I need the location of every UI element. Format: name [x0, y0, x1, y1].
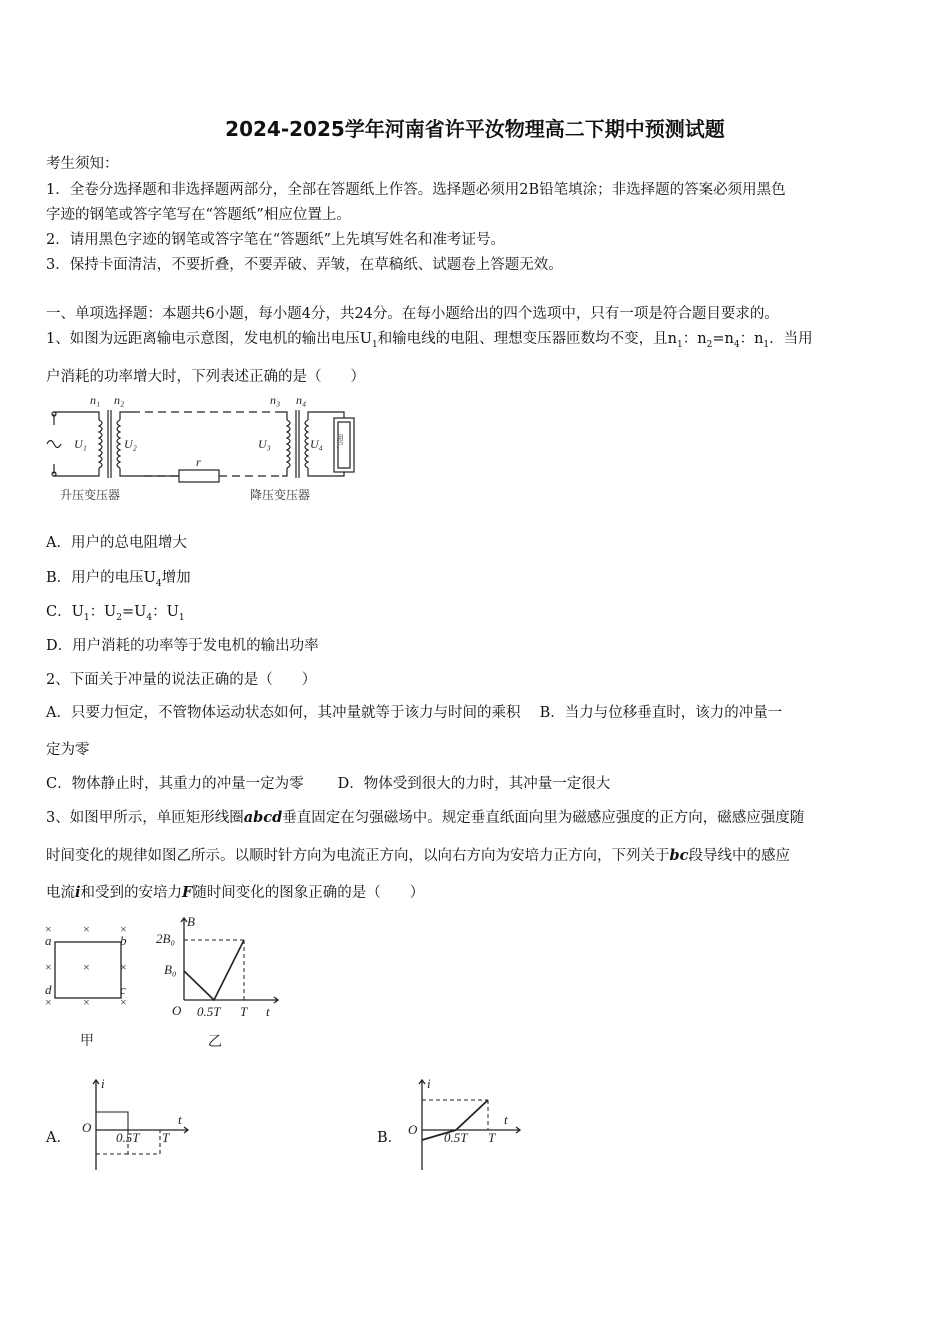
- section-heading: 一、单项选择题：本题共6小题，每小题4分，共24分。在每小题给出的四个选项中，只有一项是符合题目要求的。: [46, 306, 779, 322]
- q3-stem-line1: 3、如图甲所示，单匝矩形线圈abcd垂直固定在匀强磁场中。规定垂直纸面向里为磁感应强度的正方向，磁感应强度随: [46, 809, 805, 826]
- cross-mark: ×: [120, 922, 127, 936]
- label-U3: U₃: [258, 437, 271, 451]
- axis-label-i: i: [427, 1076, 431, 1091]
- label-U2: U₂: [124, 437, 137, 451]
- label-r: r: [196, 455, 201, 469]
- q3-stem-line2: 时间变化的规律如图乙所示。以顺时针方向为电流正方向，以向右方向为安培力正方向，下列关于bc段导线中的感应: [46, 847, 790, 864]
- transmission-diagram: [44, 392, 364, 507]
- label-step-up: 升压变压器: [60, 488, 121, 502]
- tick-T: T: [162, 1130, 170, 1145]
- tick-T: T: [240, 1004, 248, 1019]
- origin-O: O: [82, 1120, 92, 1135]
- label-n4: n₄: [296, 393, 307, 407]
- label-step-down: 降压变压器: [250, 488, 311, 502]
- cross-mark: ×: [83, 922, 90, 936]
- figure-yi-graph: [150, 910, 290, 1050]
- q3-option-a-label: A．: [46, 1130, 71, 1146]
- axis-label-t: t: [504, 1112, 508, 1127]
- caption-yi: 乙: [208, 1035, 222, 1050]
- cross-mark: ×: [83, 960, 90, 974]
- q3-option-b-graph: [400, 1074, 525, 1174]
- q3-option-a-graph: [76, 1074, 196, 1174]
- tick-half-T: 0.5T: [444, 1130, 468, 1145]
- axis-label-B: B: [187, 914, 195, 929]
- label-b: b: [120, 933, 127, 948]
- q1-option-d: D．用户消耗的功率等于发电机的输出功率: [46, 638, 319, 654]
- q2-options-ab-cont: 定为零: [46, 742, 90, 758]
- notice-heading: 考生须知：: [46, 156, 119, 172]
- page-title: 2024-2025学年河南省许平汝物理高二下期中预测试题: [225, 117, 725, 141]
- tick-half-T: 0.5T: [116, 1130, 140, 1145]
- q3-stem-line3: 电流i和受到的安培力F随时间变化的图象正确的是（ ）: [46, 884, 425, 901]
- notice-item-2: 2．请用黑色字迹的钢笔或答字笔在“答题纸”上先填写姓名和准考证号。: [46, 232, 506, 248]
- cross-mark: ×: [45, 960, 52, 974]
- tick-T: T: [488, 1130, 496, 1145]
- origin-O: O: [408, 1122, 418, 1137]
- cross-mark: ×: [120, 960, 127, 974]
- label-U1: U₁: [74, 437, 87, 451]
- q1-option-b: B．用户的电压$U_4$增加: [46, 570, 191, 589]
- q1-option-c: C．$U_1$：$U_2=U_4$：$U_1$: [46, 604, 185, 623]
- label-n3: n₃: [270, 393, 281, 407]
- q3-option-b-label: B．: [377, 1130, 403, 1146]
- q1-option-a: A．用户的总电阻增大: [46, 535, 187, 551]
- q2-options-ab: A．只要力恒定，不管物体运动状态如何，其冲量就等于该力与时间的乘积 B．当力与位移垂直时，该力的冲量一: [46, 705, 783, 721]
- tick-half-T: 0.5T: [197, 1004, 221, 1019]
- axis-label-t: t: [266, 1004, 270, 1019]
- notice-item-3: 3．保持卡面清洁，不要折叠，不要弄破、弄皱，在草稿纸、试题卷上答题无效。: [46, 257, 563, 273]
- cross-mark: ×: [83, 995, 90, 1009]
- q2-options-cd: C．物体静止时，其重力的冲量一定为零 D．物体受到很大的力时，其冲量一定很大: [46, 776, 611, 792]
- notice-item-1-cont: 字迹的钢笔或答字笔写在“答题纸”相应位置上。: [46, 207, 351, 223]
- q1-stem-line1: 1、如图为远距离输电示意图，发电机的输出电压$U_1$和输电线的电阻、理想变压器匝数均不变，且$n_1$：$n_2=n_4$：$n_1$．当用: [46, 331, 813, 350]
- origin-O: O: [172, 1003, 182, 1018]
- q1-stem-line2: 户消耗的功率增大时，下列表述正确的是（ ）: [46, 369, 365, 385]
- label-n1: n₁: [90, 393, 101, 407]
- tick-2B0: 2B₀: [156, 931, 175, 946]
- cross-mark: ×: [120, 995, 127, 1009]
- q2-stem: 2、下面关于冲量的说法正确的是（ ）: [46, 672, 317, 688]
- label-a: a: [45, 933, 52, 948]
- figure-jia-coil: [40, 918, 140, 1048]
- label-U4: U₄: [310, 437, 323, 451]
- cross-mark: ×: [45, 922, 52, 936]
- caption-jia: 甲: [80, 1034, 94, 1048]
- label-load: 用户: [336, 434, 344, 448]
- label-c: c: [120, 982, 126, 997]
- tick-B0: B₀: [164, 962, 177, 977]
- label-d: d: [45, 982, 52, 997]
- cross-mark: ×: [45, 995, 52, 1009]
- label-n2: n₂: [114, 393, 125, 407]
- notice-item-1: 1．全卷分选择题和非选择题两部分，全部在答题纸上作答。选择题必须用2B铅笔填涂；非选择题的答案必须用黑色: [46, 182, 786, 198]
- axis-label-t: t: [178, 1112, 182, 1127]
- axis-label-i: i: [101, 1076, 105, 1091]
